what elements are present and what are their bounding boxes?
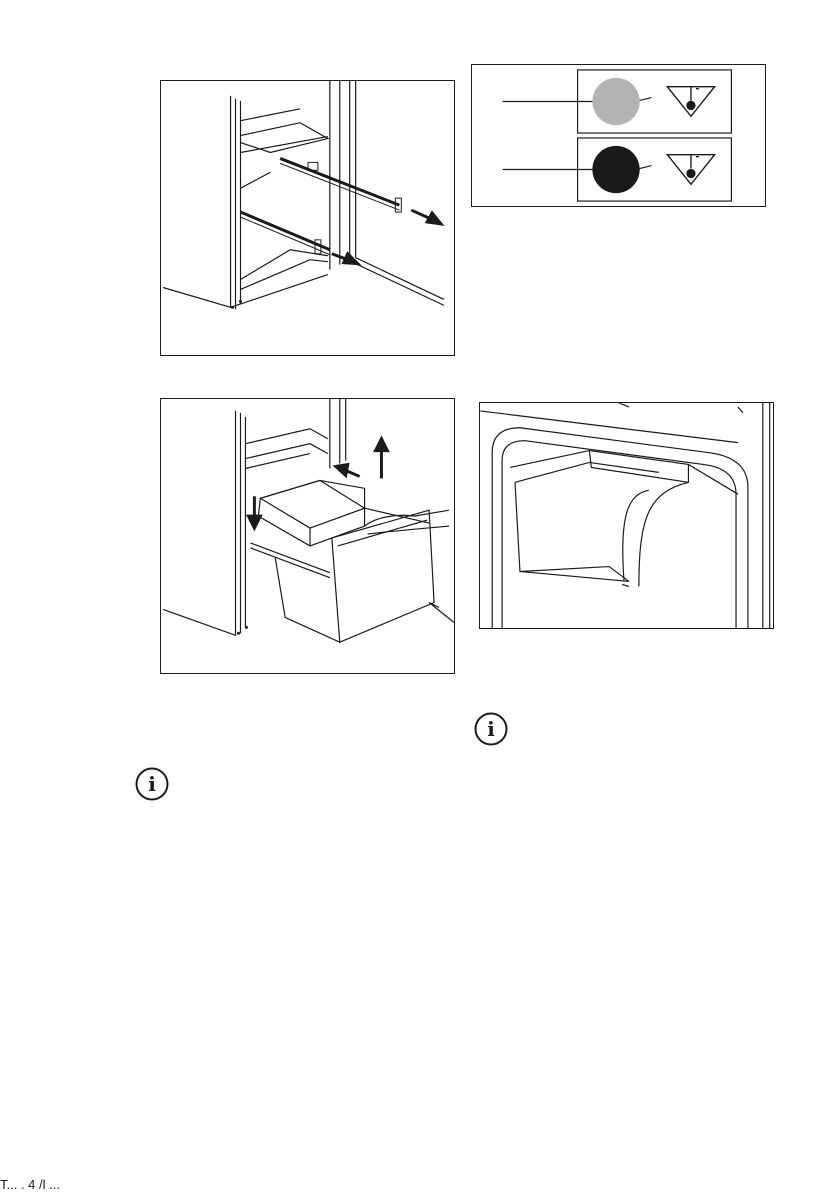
drawer-insertion-illustration xyxy=(161,399,454,673)
svg-text:i: i xyxy=(487,717,495,741)
status-indicators-illustration xyxy=(472,65,765,206)
water-temperature-icon xyxy=(667,87,714,117)
figure-indicator-panel xyxy=(471,64,766,207)
indicator-light-on xyxy=(592,146,639,193)
figure-dispenser xyxy=(479,402,774,629)
svg-text:i: i xyxy=(148,772,156,796)
figure-drawer-install xyxy=(160,398,455,674)
drawer-rails-illustration xyxy=(161,81,454,355)
water-dispenser-illustration xyxy=(480,403,773,628)
footer-text: T... . 4 /l ... xyxy=(0,1177,60,1192)
info-icon xyxy=(474,712,508,746)
water-temperature-icon xyxy=(667,155,714,185)
figure-shelf-rails xyxy=(160,80,455,356)
indicator-light-off xyxy=(592,78,639,125)
info-icon xyxy=(135,767,169,801)
